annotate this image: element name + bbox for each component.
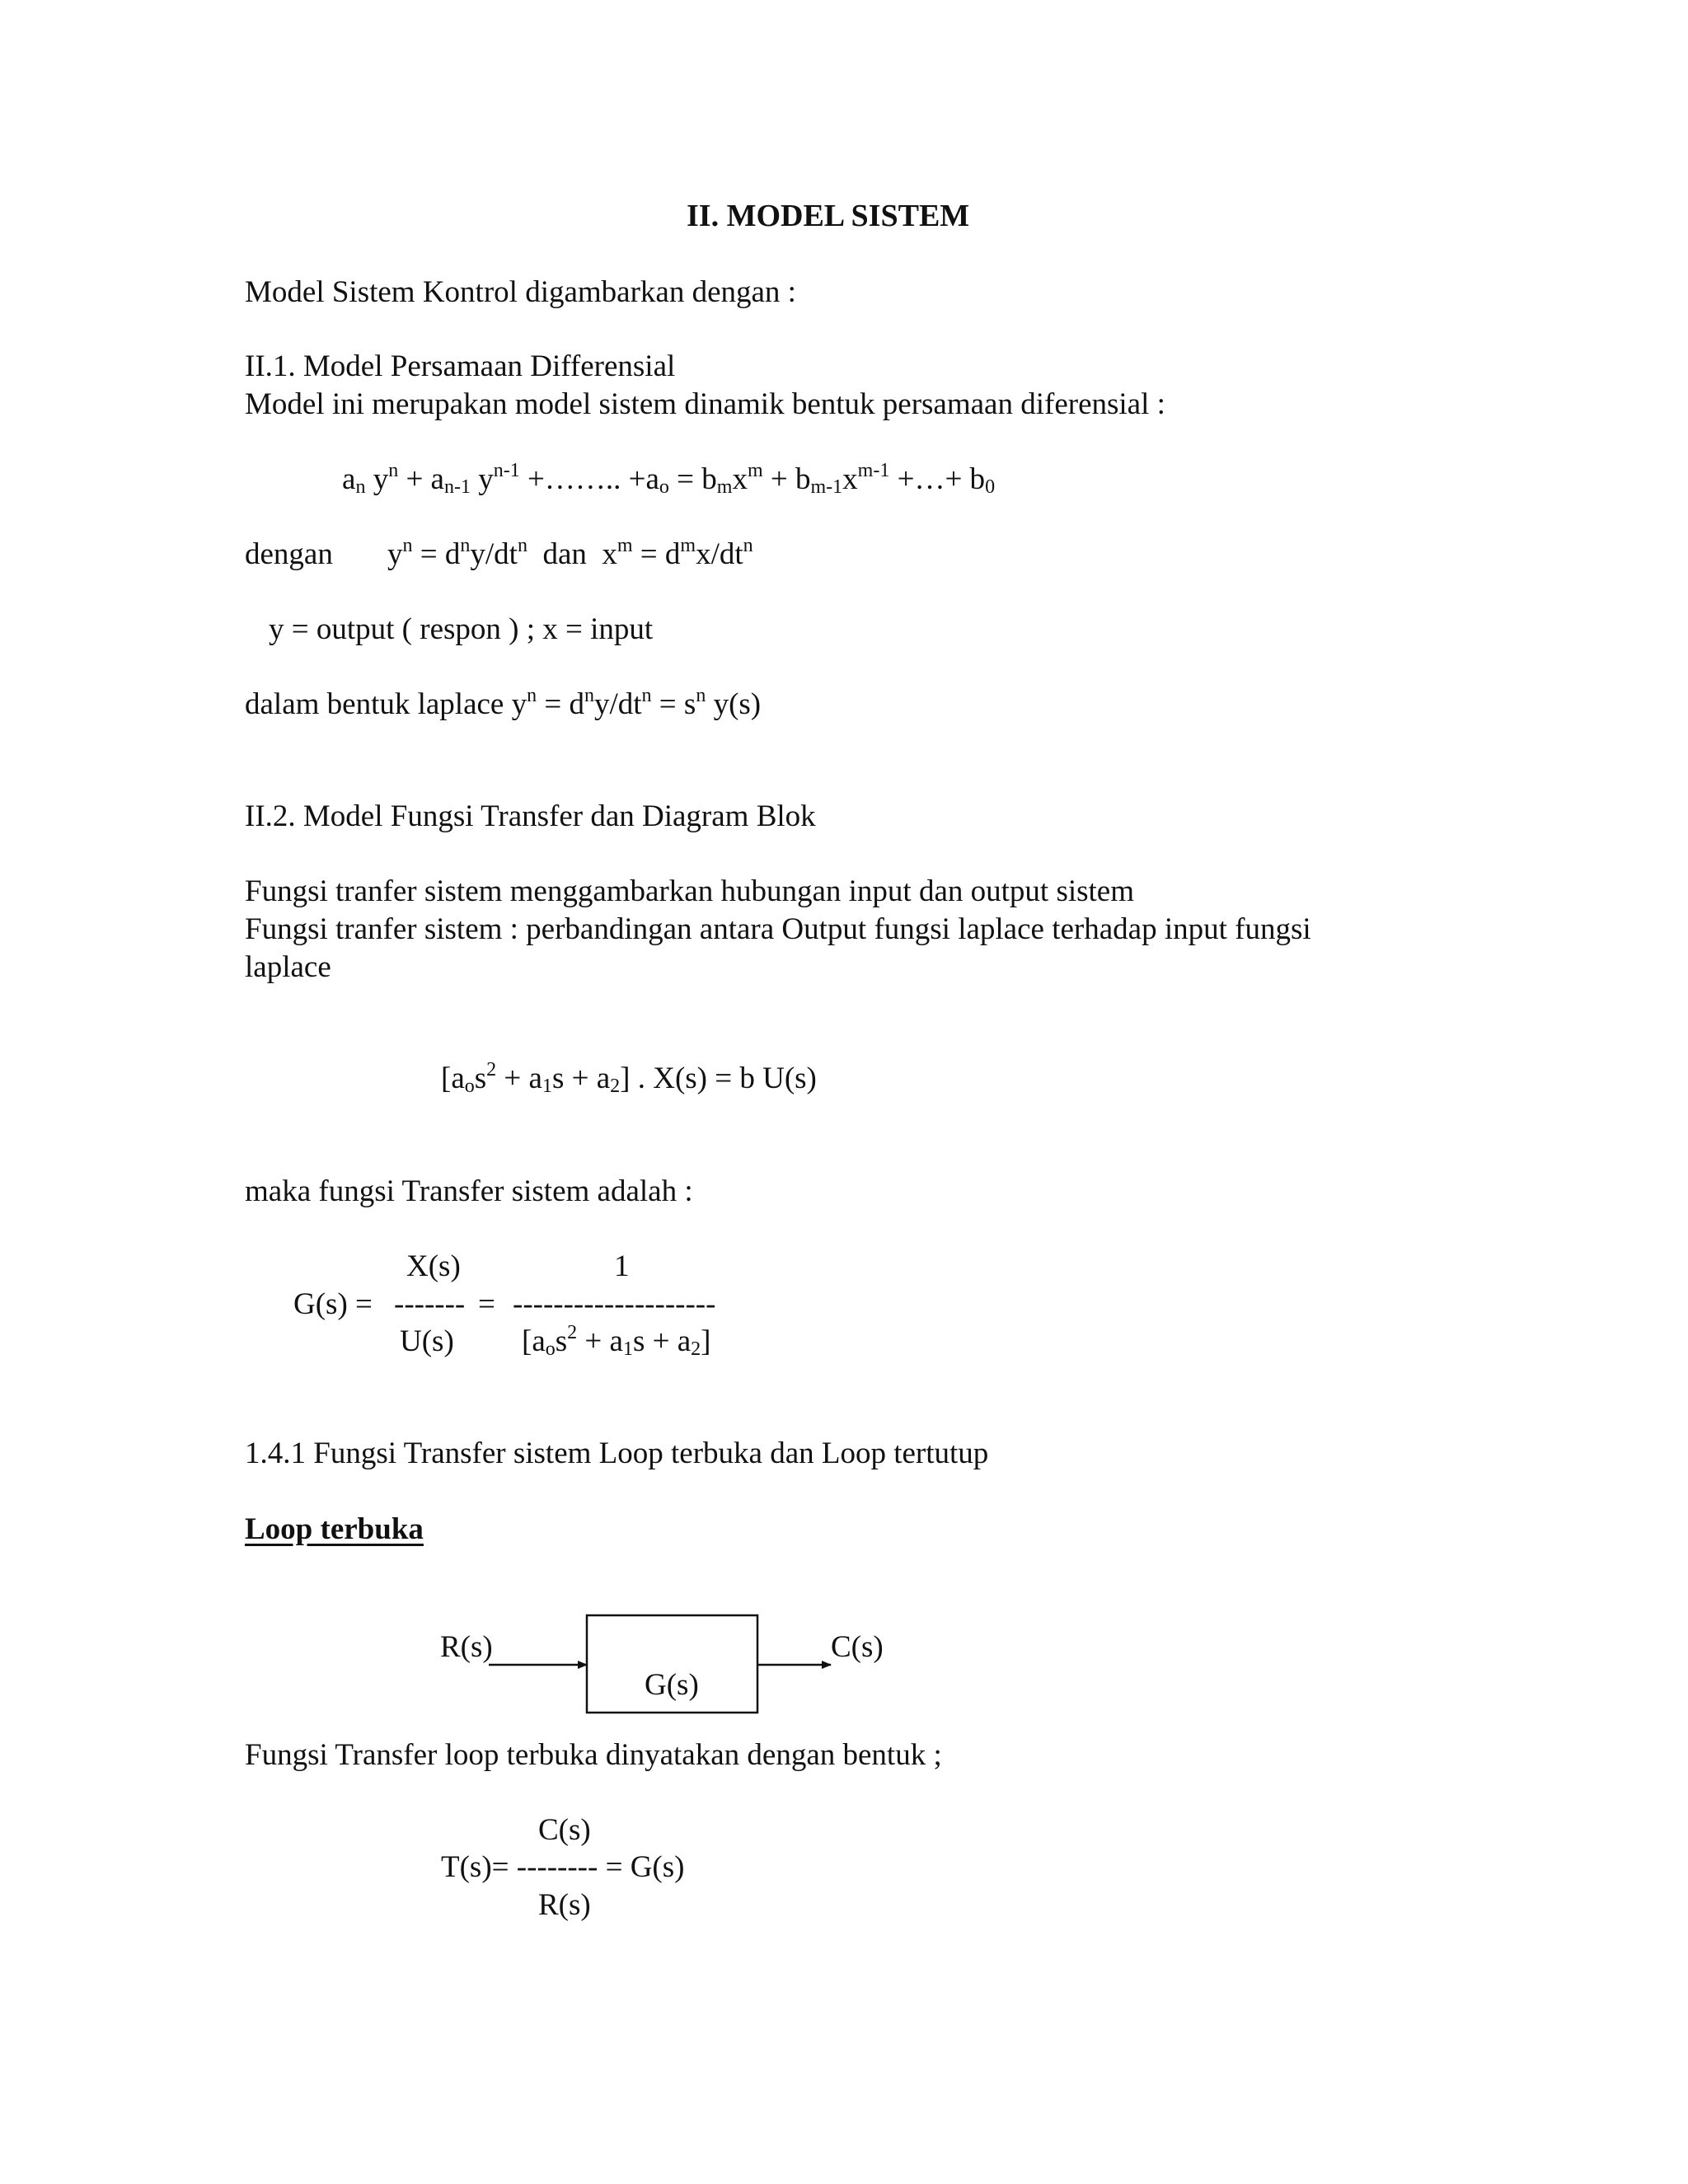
ts-denominator: R(s) xyxy=(538,1888,591,1922)
gs-numerator: X(s) xyxy=(406,1249,461,1283)
laplace-form: dalam bentuk laplace $y^n = d^ny/dt^n = s^n$ y(s) xyxy=(245,685,762,721)
open-loop-text: Fungsi Transfer loop terbuka dinyatakan dengan bentuk ; xyxy=(245,1738,942,1772)
gs-denominator: U(s) xyxy=(400,1324,454,1358)
io-definition: y = output ( respon ) ; x = input xyxy=(269,612,654,646)
block-gs-label: G(s) xyxy=(645,1668,699,1702)
maka-text: maka fungsi Transfer sistem adalah : xyxy=(245,1174,693,1208)
gs-numerator-2: 1 xyxy=(614,1249,630,1283)
section-1-description: Model ini merupakan model sistem dinamik bentuk persamaan diferensial : xyxy=(245,387,1165,421)
section-3-heading: 1.4.1 Fungsi Transfer sistem Loop terbuka dan Loop tertutup xyxy=(245,1436,989,1470)
laplace-equation: $[a_os^2 + a_1s + a_2]$ . X(s) = b U(s) xyxy=(441,1059,817,1097)
loop-terbuka-heading: Loop terbuka xyxy=(245,1512,424,1546)
ts-numerator: C(s) xyxy=(538,1813,591,1847)
gs-lhs: G(s) = xyxy=(293,1287,373,1321)
gs-equals: = xyxy=(478,1287,495,1321)
intro-text: Model Sistem Kontrol digambarkan dengan : xyxy=(245,275,796,309)
gs-fraction-bar-1: ------- xyxy=(394,1287,466,1321)
gs-denominator-2: $[a_os^2 + a_1s + a_2]$ xyxy=(522,1322,711,1360)
section-2-heading: II.2. Model Fungsi Transfer dan Diagram Blok xyxy=(245,799,816,833)
section-2-paragraph-2: Fungsi tranfer sistem : perbandingan antara Output fungsi laplace terhadap input fungsi xyxy=(245,912,1311,946)
block-output-label: C(s) xyxy=(831,1630,884,1664)
section-2-paragraph-2-cont: laplace xyxy=(245,950,331,984)
ts-equation: T(s)= -------- = G(s) xyxy=(441,1850,685,1884)
block-input-label: R(s) xyxy=(440,1630,493,1664)
dengan-word: dengan xyxy=(245,537,333,571)
page-title: II. MODEL SISTEM xyxy=(687,199,970,233)
section-2-paragraph-1: Fungsi tranfer sistem menggambarkan hubungan input dan output sistem xyxy=(245,874,1134,908)
gs-fraction-bar-2: -------------------- xyxy=(513,1287,716,1321)
section-1-heading: II.1. Model Persamaan Differensial xyxy=(245,349,676,383)
differential-equation: $a_n$ $y^n + a_{n-1}$ $y^{n-1}$ +…….. $+a_o = b_mx^m + b_{m-1}x^{m-1}$ +…+ $b_0$ xyxy=(342,460,996,498)
derivative-definitions: $y^n = d^ny/dt^n$ dan $x^m = d^mx/dt^n$ xyxy=(387,535,753,571)
